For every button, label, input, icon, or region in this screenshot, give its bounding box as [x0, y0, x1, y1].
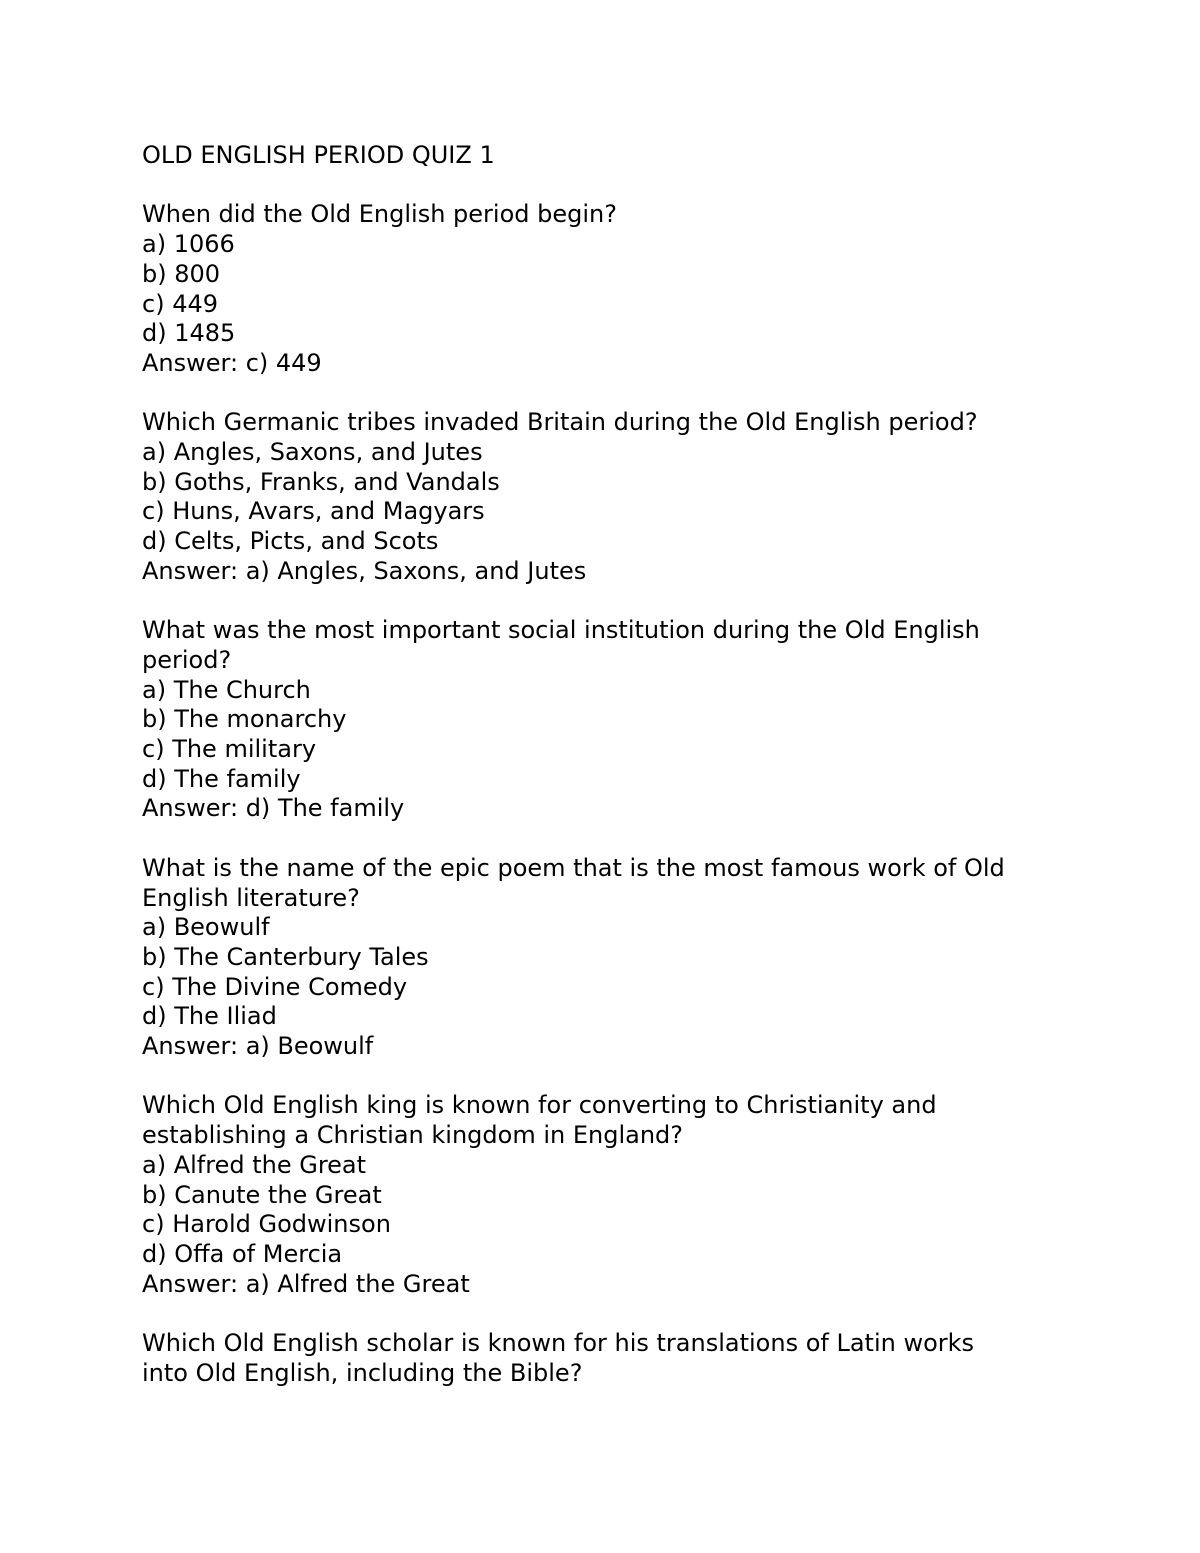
spacer [142, 379, 1102, 409]
answer-line: Answer: a) Beowulf [142, 1032, 374, 1061]
question-prompt: What is the name of the epic poem that is the most famous work of Old [142, 853, 1005, 882]
option-b: b) Goths, Franks, and Vandals [142, 467, 500, 496]
option-b: b) 800 [142, 259, 221, 288]
option-c: c) 449 [142, 289, 218, 318]
question-block [142, 1329, 1102, 1388]
option-d: d) The Iliad [142, 1002, 277, 1031]
spacer [142, 1062, 1102, 1092]
question-prompt: Which Germanic tribes invaded Britain during the Old English period? [142, 408, 978, 437]
option-c: c) The Divine Comedy [142, 972, 408, 1001]
option-a: a) Beowulf [142, 913, 270, 942]
question-block [142, 200, 1102, 378]
option-c: c) Harold Godwinson [142, 1210, 391, 1239]
option-a: a) Angles, Saxons, and Jutes [142, 438, 483, 466]
question-block [142, 408, 1102, 586]
answer-line: Answer: d) The family [142, 794, 405, 823]
answer-line: Answer: a) Angles, Saxons, and Jutes [142, 556, 587, 585]
spacer [142, 587, 1102, 617]
question-prompt-continued: establishing a Christian kingdom in England? [142, 1121, 683, 1150]
question-block [142, 616, 1102, 824]
option-a: a) 1066 [142, 230, 235, 259]
option-c: c) Huns, Avars, and Magyars [142, 497, 485, 526]
option-a: a) Alfred the Great [142, 1150, 367, 1179]
option-d: d) 1485 [142, 319, 236, 348]
answer-line: Answer: a) Alfred the Great [142, 1269, 470, 1298]
question-block [142, 854, 1102, 1062]
question-prompt-continued: period? [142, 645, 232, 674]
question-prompt-continued: English literature? [142, 883, 360, 912]
spacer [142, 824, 1102, 854]
spacer [142, 1299, 1102, 1329]
option-d: d) The family [142, 764, 301, 793]
option-b: b) The monarchy [142, 705, 347, 734]
question-prompt: Which Old English king is known for converting to Christianity and [142, 1091, 937, 1120]
spacer [142, 171, 1102, 201]
question-prompt: What was the most important social institution during the Old English [142, 616, 980, 645]
option-d: d) Celts, Picts, and Scots [142, 527, 439, 556]
question-prompt: When did the Old English period begin? [142, 200, 617, 229]
option-a: a) The Church [142, 675, 311, 704]
document-page [142, 141, 1102, 1388]
option-b: b) Canute the Great [142, 1180, 382, 1209]
question-prompt: Which Old English scholar is known for his translations of Latin works [142, 1329, 975, 1358]
question-block [142, 1091, 1102, 1299]
answer-line: Answer: c) 449 [142, 348, 322, 377]
quiz-title: OLD ENGLISH PERIOD QUIZ 1 [142, 141, 495, 169]
option-d: d) Offa of Mercia [142, 1239, 343, 1268]
option-c: c) The military [142, 735, 317, 764]
option-b: b) The Canterbury Tales [142, 942, 429, 971]
question-prompt-continued: into Old English, including the Bible? [142, 1358, 583, 1387]
